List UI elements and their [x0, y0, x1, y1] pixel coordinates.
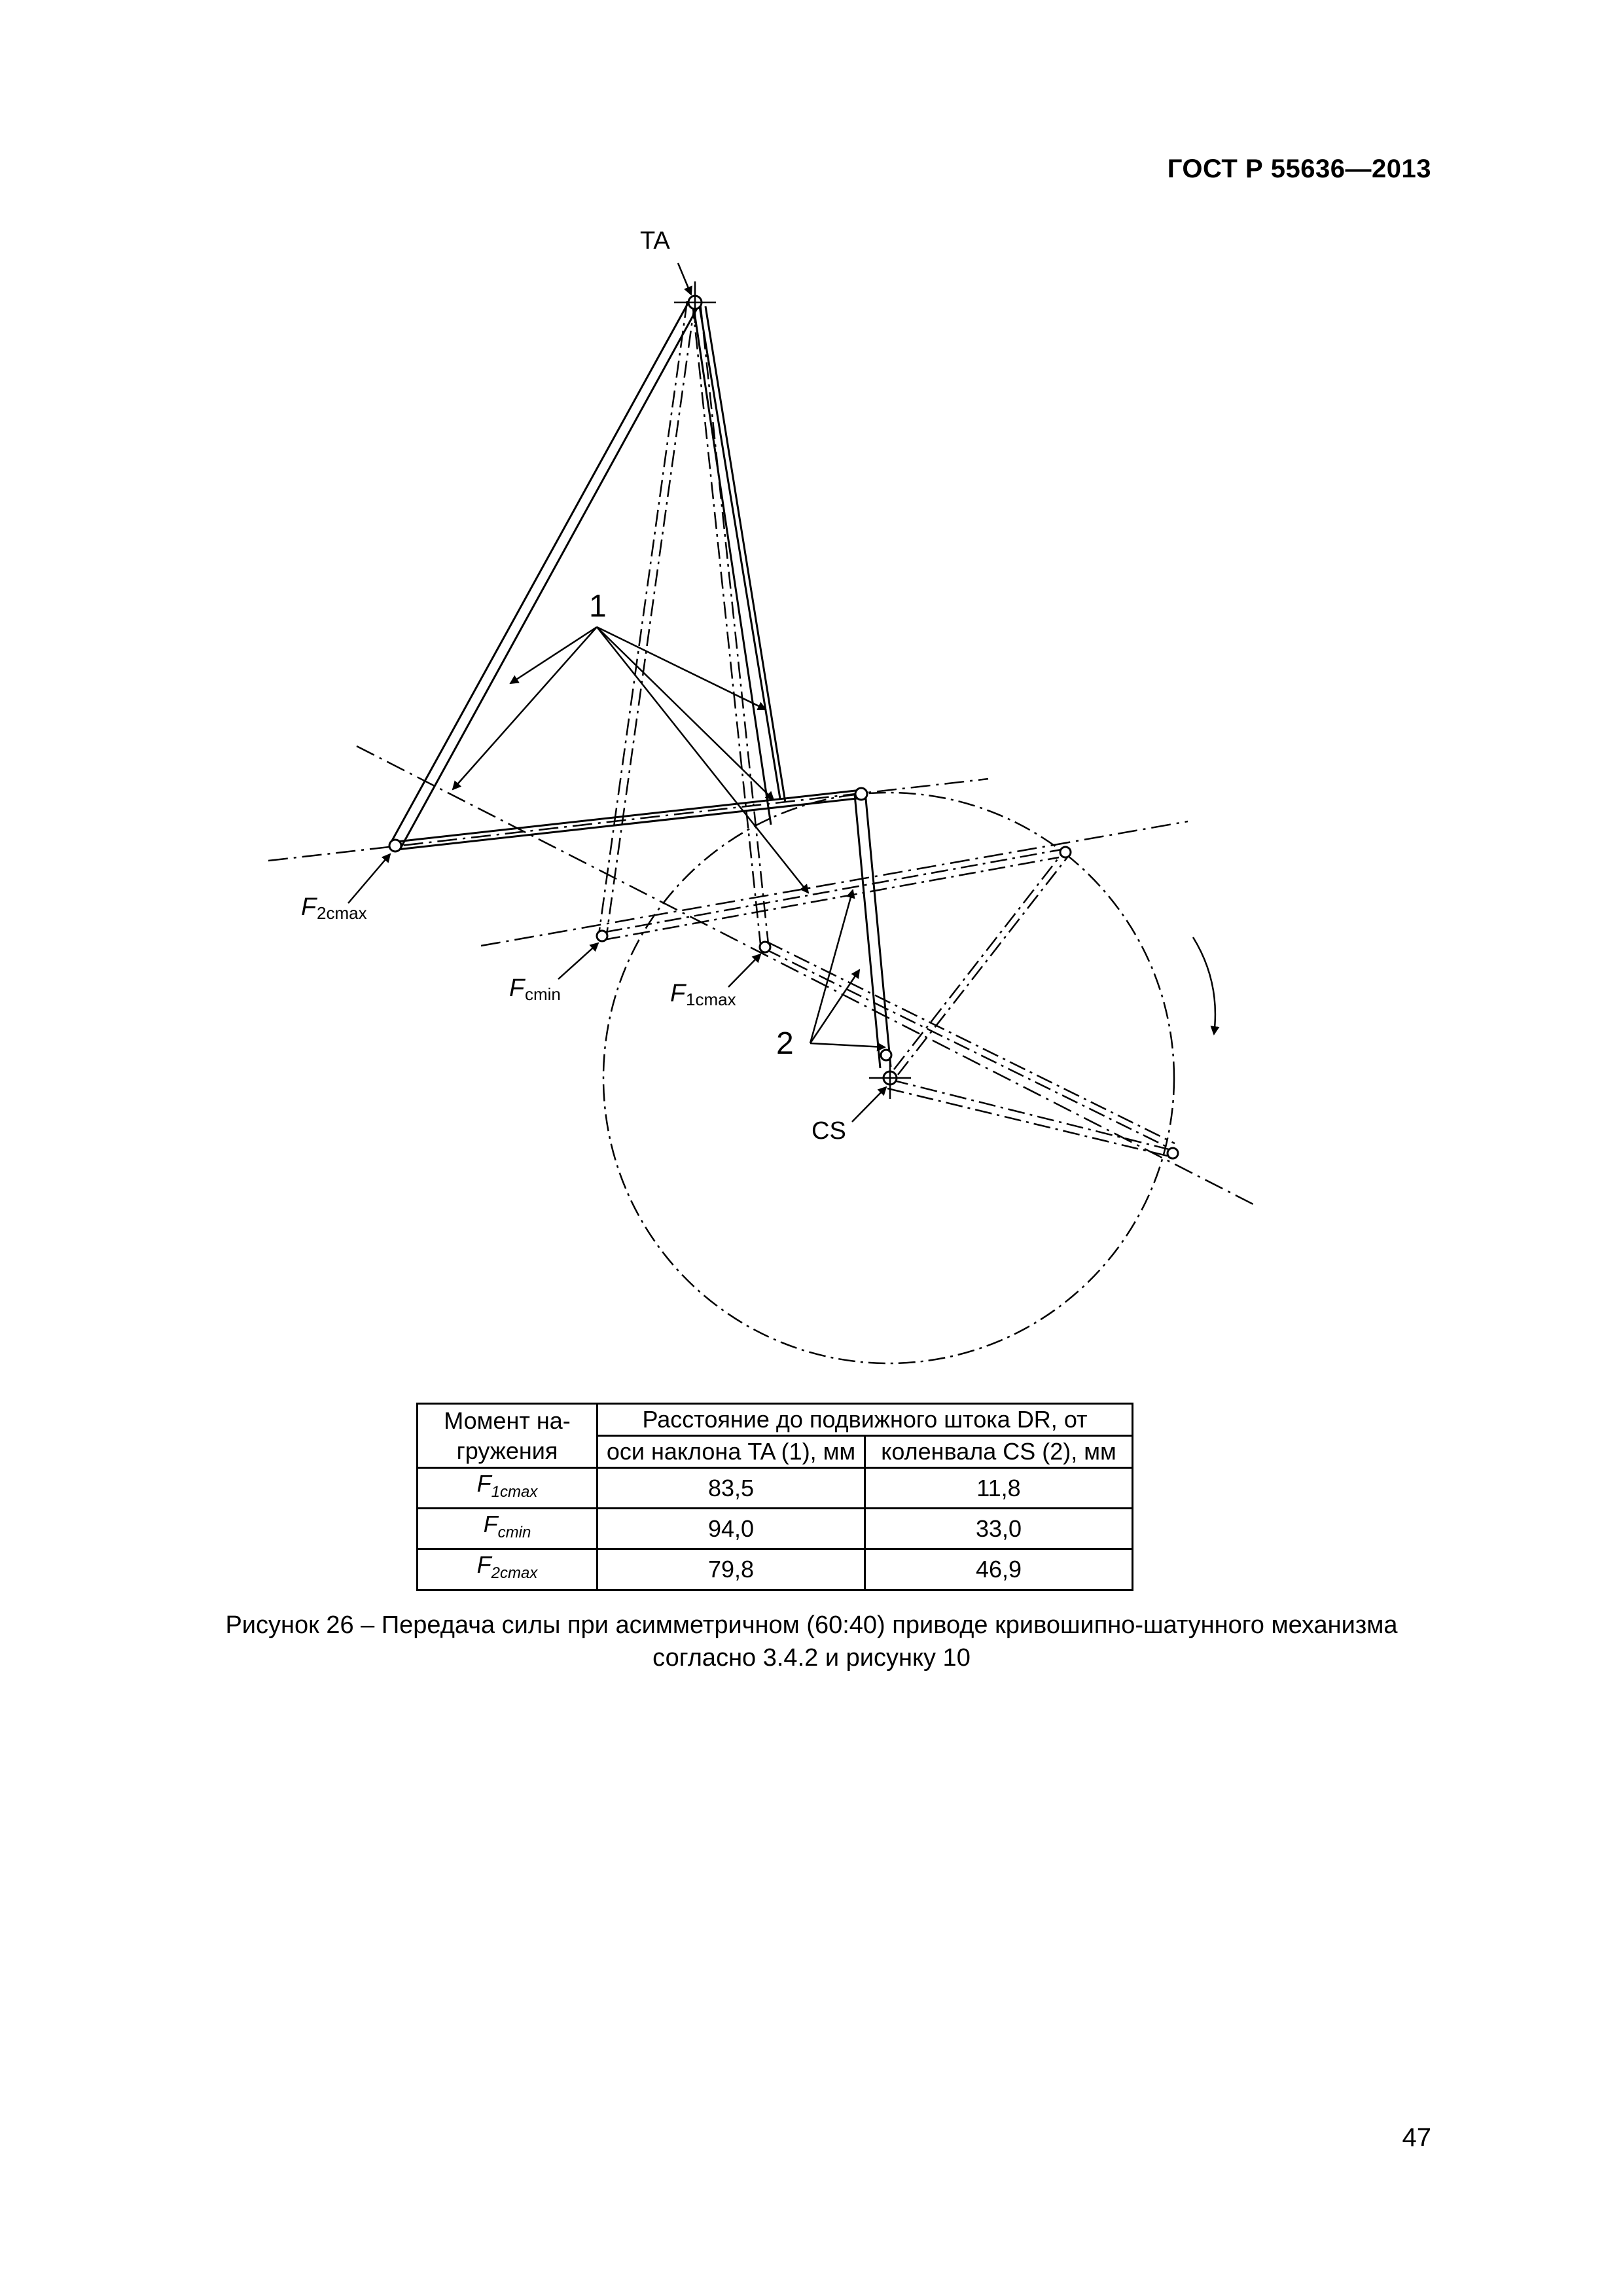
- callout-arrows: [348, 263, 1215, 1122]
- svg-text:2cmax: 2cmax: [317, 903, 367, 923]
- distance-table: [416, 1403, 1133, 1591]
- row-label: $F_{1cmax}$: [418, 1468, 597, 1509]
- cs-label: CS: [812, 1117, 846, 1145]
- col2-header: коленвала CS (2), мм: [865, 1436, 1133, 1468]
- axis-lines: [268, 746, 1253, 1204]
- col1-header: оси наклона TA (1), мм: [597, 1436, 865, 1468]
- svg-text:1cmax: 1cmax: [686, 990, 736, 1009]
- svg-text:F: F: [509, 975, 525, 1002]
- f2cmax-label: [301, 893, 367, 923]
- ta-value: 94,0: [597, 1509, 865, 1549]
- cs-value: 46,9: [865, 1549, 1133, 1590]
- center-crosshairs: [674, 281, 911, 1099]
- ta-value: 83,5: [597, 1468, 865, 1509]
- solid-links: [391, 302, 891, 1068]
- page-number: 47: [1402, 2123, 1431, 2152]
- row-label: $F_{2cmax}$: [418, 1549, 597, 1590]
- table-row: [418, 1509, 1133, 1549]
- caption-line-2: согласно 3.4.2 и рисунку 10: [652, 1644, 971, 1672]
- svg-text:cmin: cmin: [525, 984, 561, 1004]
- f1cmax-label: [670, 980, 736, 1009]
- callout-2-label: 2: [776, 1026, 794, 1061]
- figure-caption: [0, 1609, 1623, 1674]
- callout-1-label: 1: [589, 589, 607, 624]
- cs-value: 33,0: [865, 1509, 1133, 1549]
- caption-line-1: Рисунок 26 – Передача силы при асимметричном (60:40) приводе кривошипно-шатунного механизма: [225, 1611, 1398, 1639]
- table-row: [418, 1549, 1133, 1590]
- svg-text:F: F: [670, 980, 686, 1007]
- col0-header: Момент на-гружения: [418, 1404, 597, 1468]
- group-header: Расстояние до подвижного штока DR, от: [597, 1404, 1133, 1436]
- document-header: ГОСТ Р 55636—2013: [1167, 154, 1431, 183]
- row-label: $F_{cmin}$: [418, 1509, 597, 1549]
- svg-text:F: F: [301, 893, 317, 921]
- fcmin-label: [509, 975, 561, 1004]
- cs-value: 11,8: [865, 1468, 1133, 1509]
- ta-value: 79,8: [597, 1549, 865, 1590]
- table-row: [418, 1468, 1133, 1509]
- ta-label: TA: [640, 227, 670, 255]
